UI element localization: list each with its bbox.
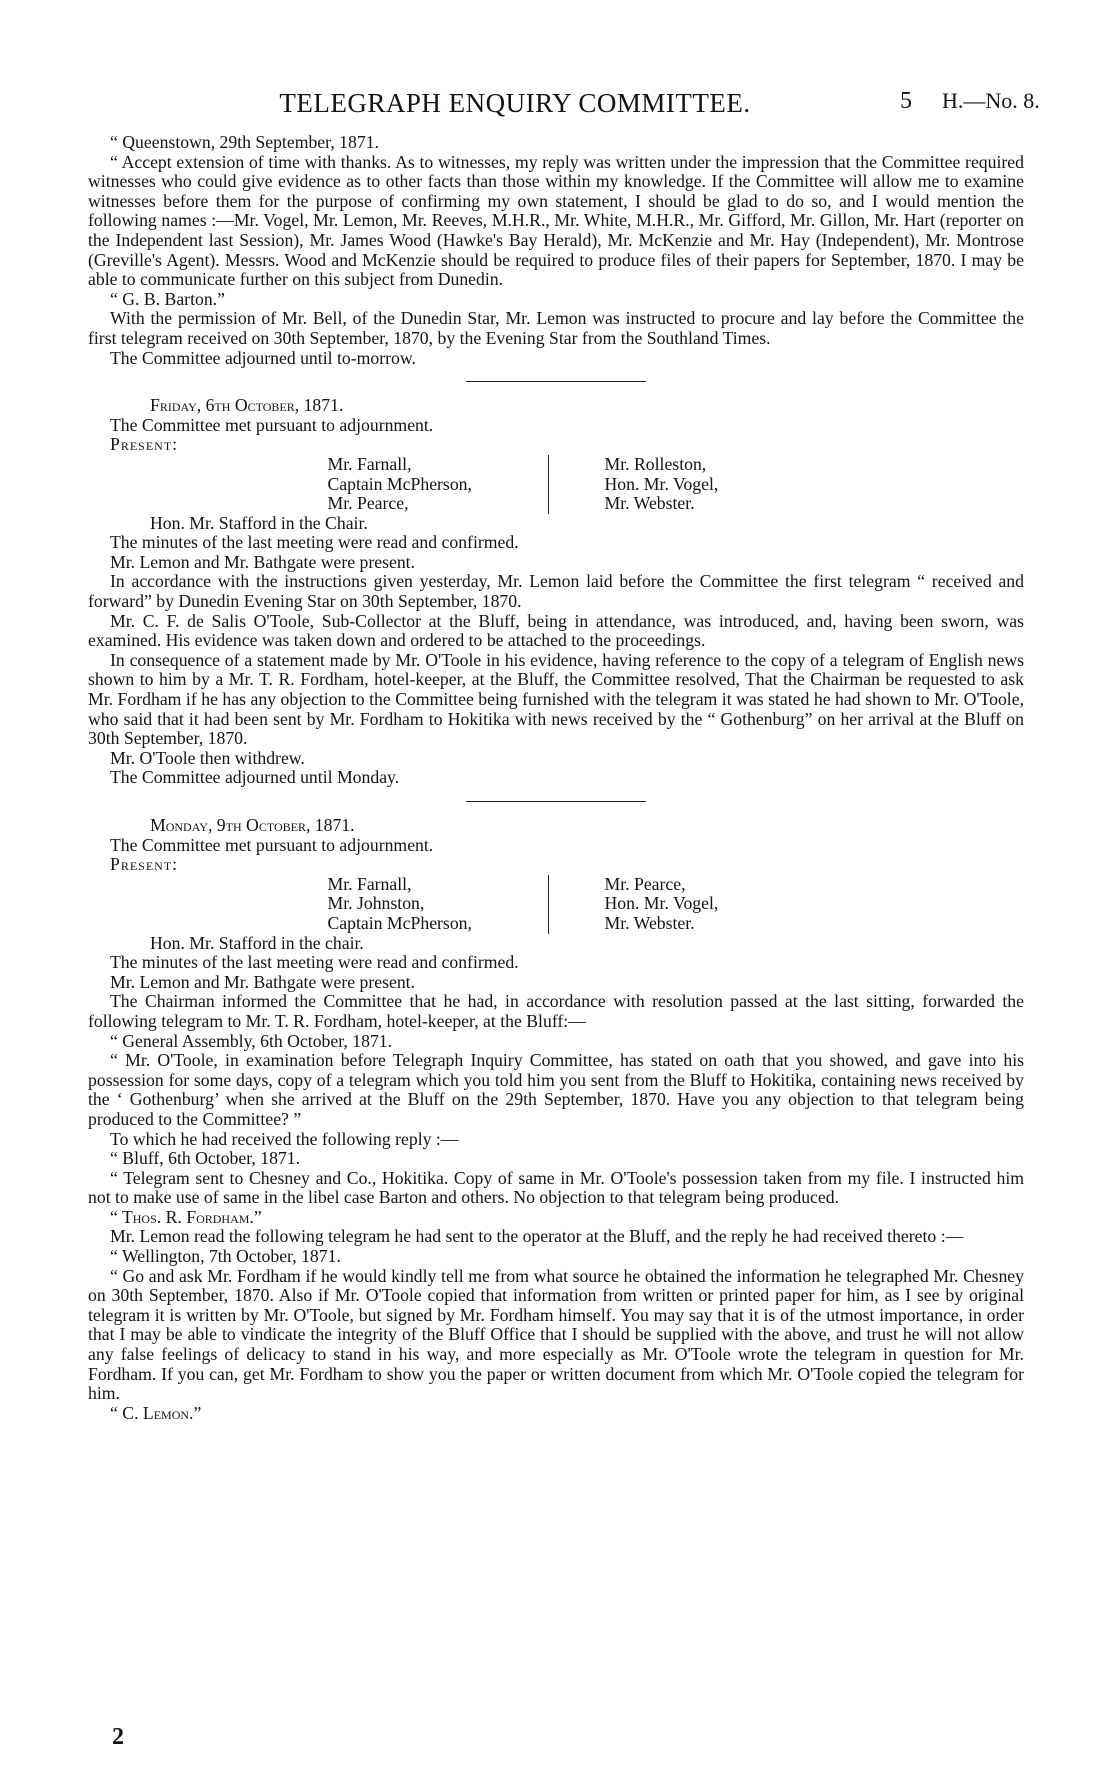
member: Hon. Mr. Vogel, — [604, 473, 719, 494]
member: Mr. Pearce, — [327, 493, 409, 514]
members-list — [88, 875, 1024, 934]
member: Mr. Pearce, — [604, 873, 686, 894]
paragraph: The minutes of the last meeting were read and confirmed. — [110, 532, 519, 553]
member: Captain McPherson, — [327, 473, 472, 494]
paragraph: Mr. O'Toole then withdrew. — [110, 747, 305, 768]
paragraph: Mr. C. F. de Salis O'Toole, Sub-Collector at the Bluff, being in attendance, was introduced, and, having been sworn, was examined. His evidence was taken down and ordered to be attached to the proceedings. — [88, 610, 1024, 651]
paragraph: “ Accept extension of time with thanks. As to witnesses, my reply was written under the impression that the Committee required witnesses who could give evidence as to other facts than those within my knowledge. If the Committee will allow me to examine witnesses before them for the purpose of confirming my own statement, I should be glad to do so, and I would mention the following names :—Mr. Vogel, Mr. Lemon, Mr. Reeves, M.H.R., Mr. White, M.H.R., Mr. Gifford, Mr. Gillon, Mr. Hart (reporter on the Independent last Session), Mr. James Wood (Hawke's Bay Herald), Mr. McKenzie and Mr. Hay (Independent), Mr. Montrose (Greville's Agent). Messrs. Wood and McKenzie should be required to produce files of their papers for September, 1870. I may be able to communicate further on this subject from Dunedin. — [88, 151, 1024, 290]
present-heading: Present: — [110, 854, 179, 875]
running-header-title: TELEGRAPH ENQUIRY COMMITTEE. — [279, 88, 751, 118]
paragraph: Mr. Lemon read the following telegram he had sent to the operator at the Bluff, and the reply he had received thereto :— — [110, 1226, 964, 1247]
paragraph: The Committee met pursuant to adjournment. — [110, 414, 434, 435]
paragraph: “ Go and ask Mr. Fordham if he would kindly tell me from what source he obtained the information he telegraphed Mr. Chesney on 30th September, 1870. Also if Mr. O'Toole copied that information from written or printed paper for him, as I see by original telegram it is written by Mr. O'Toole, but signed by Mr. Fordham himself. You may say that it is of the utmost importance, in order that I may be able to vindicate the integrity of the Bluff Office that I should be supplied with the above, and trust he will not allow any false feelings of delicacy to stand in his way, and more especially as Mr. O'Toole wrote the telegram in question for Mr. Fordham. If you can, get Mr. Fordham to show you the paper or written document from which Mr. O'Toole copied the telegram for him. — [88, 1265, 1024, 1404]
members-left — [328, 455, 548, 514]
present-heading: Present: — [110, 434, 179, 455]
document-body — [88, 133, 1024, 1423]
member: Captain McPherson, — [327, 912, 472, 933]
paragraph: The Committee adjourned until Monday. — [110, 767, 400, 788]
sheet-signature-mark: 2 — [112, 1724, 124, 1750]
signature: “ C. Lemon.” — [110, 1402, 202, 1423]
dateline: “ General Assembly, 6th October, 1871. — [110, 1030, 393, 1051]
dateline: “ Wellington, 7th October, 1871. — [110, 1246, 341, 1267]
chair-line: Hon. Mr. Stafford in the chair. — [150, 932, 364, 953]
members-list — [88, 455, 1024, 514]
paragraph: Mr. Lemon and Mr. Bathgate were present. — [110, 551, 416, 572]
paragraph: “ Telegram sent to Chesney and Co., Hokitika. Copy of same in Mr. O'Toole's possession taken from my file. I instructed him not to make use of same in the libel case Barton and others. No objection to that telegram being produced. — [88, 1167, 1024, 1208]
members-left — [328, 875, 548, 934]
paragraph: Mr. Lemon and Mr. Bathgate were present. — [110, 971, 416, 992]
signature: “ Thos. R. Fordham.” — [110, 1206, 262, 1227]
paragraph: The Committee met pursuant to adjournment. — [110, 834, 434, 855]
paragraph: The minutes of the last meeting were read and confirmed. — [110, 952, 519, 973]
paragraph: The Chairman informed the Committee that he had, in accordance with resolution passed at the last sitting, forwarded the following telegram to Mr. T. R. Fordham, hotel-keeper, at the Bluff:— — [88, 991, 1024, 1031]
meeting-date: Monday, 9th October, 1871. — [150, 815, 355, 835]
member: Mr. Farnall, — [327, 453, 412, 474]
page-number: 5 — [900, 88, 912, 114]
member: Mr. Johnston, — [327, 893, 425, 914]
member: Mr. Rolleston, — [604, 453, 707, 474]
members-right — [548, 455, 785, 514]
paragraph: The Committee adjourned until to-morrow. — [110, 347, 416, 368]
paragraph: With the permission of Mr. Bell, of the Dunedin Star, Mr. Lemon was instructed to procure and lay before the Committee the first telegram received on 30th September, 1870, by the Evening Star from the Southland Times. — [88, 308, 1024, 348]
section-divider — [466, 801, 646, 802]
paragraph: To which he had received the following reply :— — [110, 1128, 459, 1149]
member: Mr. Webster. — [604, 493, 695, 514]
paragraph: In accordance with the instructions given yesterday, Mr. Lemon laid before the Committee the first telegram “ received and forward” by Dunedin Evening Star on 30th September, 1870. — [88, 571, 1024, 612]
member: Mr. Farnall, — [327, 873, 412, 894]
paragraph: “ Mr. O'Toole, in examination before Telegraph Inquiry Committee, has stated on oath that you showed, and gave into his possession for some days, copy of a telegram which you told him you sent from the Bluff to Hokitika, containing news received by the ‘ Gothenburg’ when she arrived at the Bluff on the 29th September, 1870. Have you any objection to that telegram being produced to the Committee? ” — [88, 1050, 1024, 1129]
paper-reference: H.—No. 8. — [942, 88, 1040, 113]
meeting-date: Friday, 6th October, 1871. — [150, 395, 344, 416]
section-divider — [466, 381, 646, 382]
dateline: “ Bluff, 6th October, 1871. — [110, 1148, 301, 1169]
members-right — [548, 875, 785, 934]
signature: “ G. B. Barton.” — [110, 288, 225, 309]
chair-line: Hon. Mr. Stafford in the Chair. — [150, 512, 368, 533]
member: Mr. Webster. — [604, 912, 695, 933]
paragraph: In consequence of a statement made by Mr. O'Toole in his evidence, having reference to the copy of a telegram of English news shown to him by a Mr. T. R. Fordham, hotel-keeper, at the Bluff, the Committee resolved, That the Chairman be requested to ask Mr. Fordham if he has any objection to the Committee being furnished with the telegram it was stated he had shown to Mr. O'Toole, who said that it had been sent by Mr. Fordham to Hokitika with news received by the “ Gothenburg” on her arrival at the Bluff on 30th September, 1870. — [88, 649, 1024, 749]
dateline: “ Queenstown, 29th September, 1871. — [110, 132, 379, 152]
member: Hon. Mr. Vogel, — [604, 893, 719, 914]
